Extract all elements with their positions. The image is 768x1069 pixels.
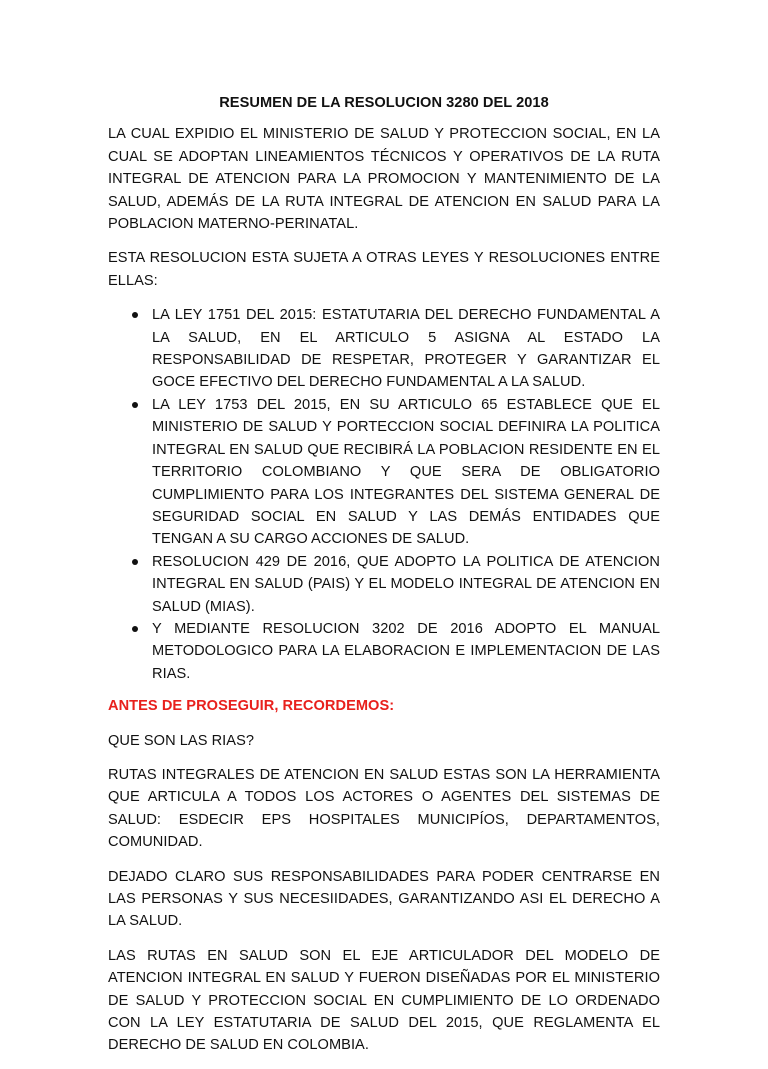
subject-intro-paragraph: ESTA RESOLUCION ESTA SUJETA A OTRAS LEYES Y RESOLUCIONES ENTRE ELLAS:: [108, 250, 660, 289]
list-item: [108, 551, 660, 618]
intro-paragraph: LA CUAL EXPIDIO EL MINISTERIO DE SALUD Y PROTECCION SOCIAL, EN LA CUAL SE ADOPTAN LINEAMIENTOS TÉCNICOS Y OPERATIVOS DE LA RUTA INTEGRAL DE ATENCION PARA LA PROMOCION Y MANTENIMIENTO DE LA SALUD, ADEMÁS DE LA RUTA INTEGRAL DE ATENCION EN SALUD PARA LA POBLACION MATERNO-PERINATAL.: [108, 126, 660, 233]
body-paragraph: RUTAS INTEGRALES DE ATENCION EN SALUD ESTAS SON LA HERRAMIENTA QUE ARTICULA A TODOS LOS ACTORES O AGENTES DEL SISTEMAS DE SALUD: ESDECIR EPS HOSPITALES MUNICIPÍOS, DEPARTAMENTOS, COMUNIDAD.: [108, 766, 660, 851]
document-page: [108, 92, 660, 1069]
bullet-icon: [132, 626, 138, 632]
question-text: QUE SON LAS RIAS?: [108, 732, 255, 749]
list-item-text: RESOLUCION 429 DE 2016, QUE ADOPTO LA POLITICA DE ATENCION INTEGRAL EN SALUD (PAIS) Y EL MODELO INTEGRAL DE ATENCION EN SALUD (MIAS).: [152, 553, 660, 615]
list-item-text: LA LEY 1751 DEL 2015: ESTATUTARIA DEL DERECHO FUNDAMENTAL A LA SALUD, EN EL ARTICULO 5 ASIGNA AL ESTADO LA RESPONSABILIDAD DE RESPETAR, PROTEGER Y GARANTIZAR EL GOCE EFECTIVO DEL DERECHO FUNDAMENTAL A LA SALUD.: [152, 307, 660, 391]
bullet-icon: [132, 402, 138, 408]
section-heading-red: ANTES DE PROSEGUIR, RECORDEMOS:: [108, 698, 395, 715]
bullet-icon: [132, 312, 138, 318]
list-item: [108, 394, 660, 551]
bullet-icon: [132, 559, 138, 565]
body-paragraph: LAS RUTAS EN SALUD SON EL EJE ARTICULADOR DEL MODELO DE ATENCION INTEGRAL EN SALUD Y FUERON DISEÑADAS POR EL MINISTERIO DE SALUD Y PROTECCION SOCIAL EN CUMPLIMIENTO DE LO ORDENADO CON LA LEY ESTATUTARIA DE SALUD DEL 2015, QUE REGLAMENTA EL DERECHO DE SALUD EN COLOMBIA.: [108, 947, 660, 1054]
laws-bullet-list: [108, 304, 660, 685]
list-item-text: LA LEY 1753 DEL 2015, EN SU ARTICULO 65 ESTABLECE QUE EL MINISTERIO DE SALUD Y PORTECCION SOCIAL DEFINIRA LA POLITICA INTEGRAL EN SALUD QUE RECIBIRÁ LA POBLACION RESIDENTE EN EL TERRITORIO COLOMBIANO Y QUE SERA DE OBLIGATORIO CUMPLIMIENTO PARA LOS INTEGRANTES DEL SISTEMA GENERAL DE SEGURIDAD SOCIAL EN SALUD Y LAS DEMÁS ENTIDADES QUE TENGAN A SU CARGO ACCIONES DE SALUD.: [152, 396, 660, 548]
list-item-text: Y MEDIANTE RESOLUCION 3202 DE 2016 ADOPTO EL MANUAL METODOLOGICO PARA LA ELABORACION E IMPLEMENTACION DE LAS RIAS.: [152, 620, 660, 682]
list-item: [108, 304, 660, 394]
list-item: [108, 618, 660, 685]
body-paragraph: DEJADO CLARO SUS RESPONSABILIDADES PARA PODER CENTRARSE EN LAS PERSONAS Y SUS NECESIIDADES, GARANTIZANDO ASI EL DERECHO A LA SALUD.: [108, 868, 660, 930]
document-title: RESUMEN DE LA RESOLUCION 3280 DEL 2018: [219, 95, 549, 111]
